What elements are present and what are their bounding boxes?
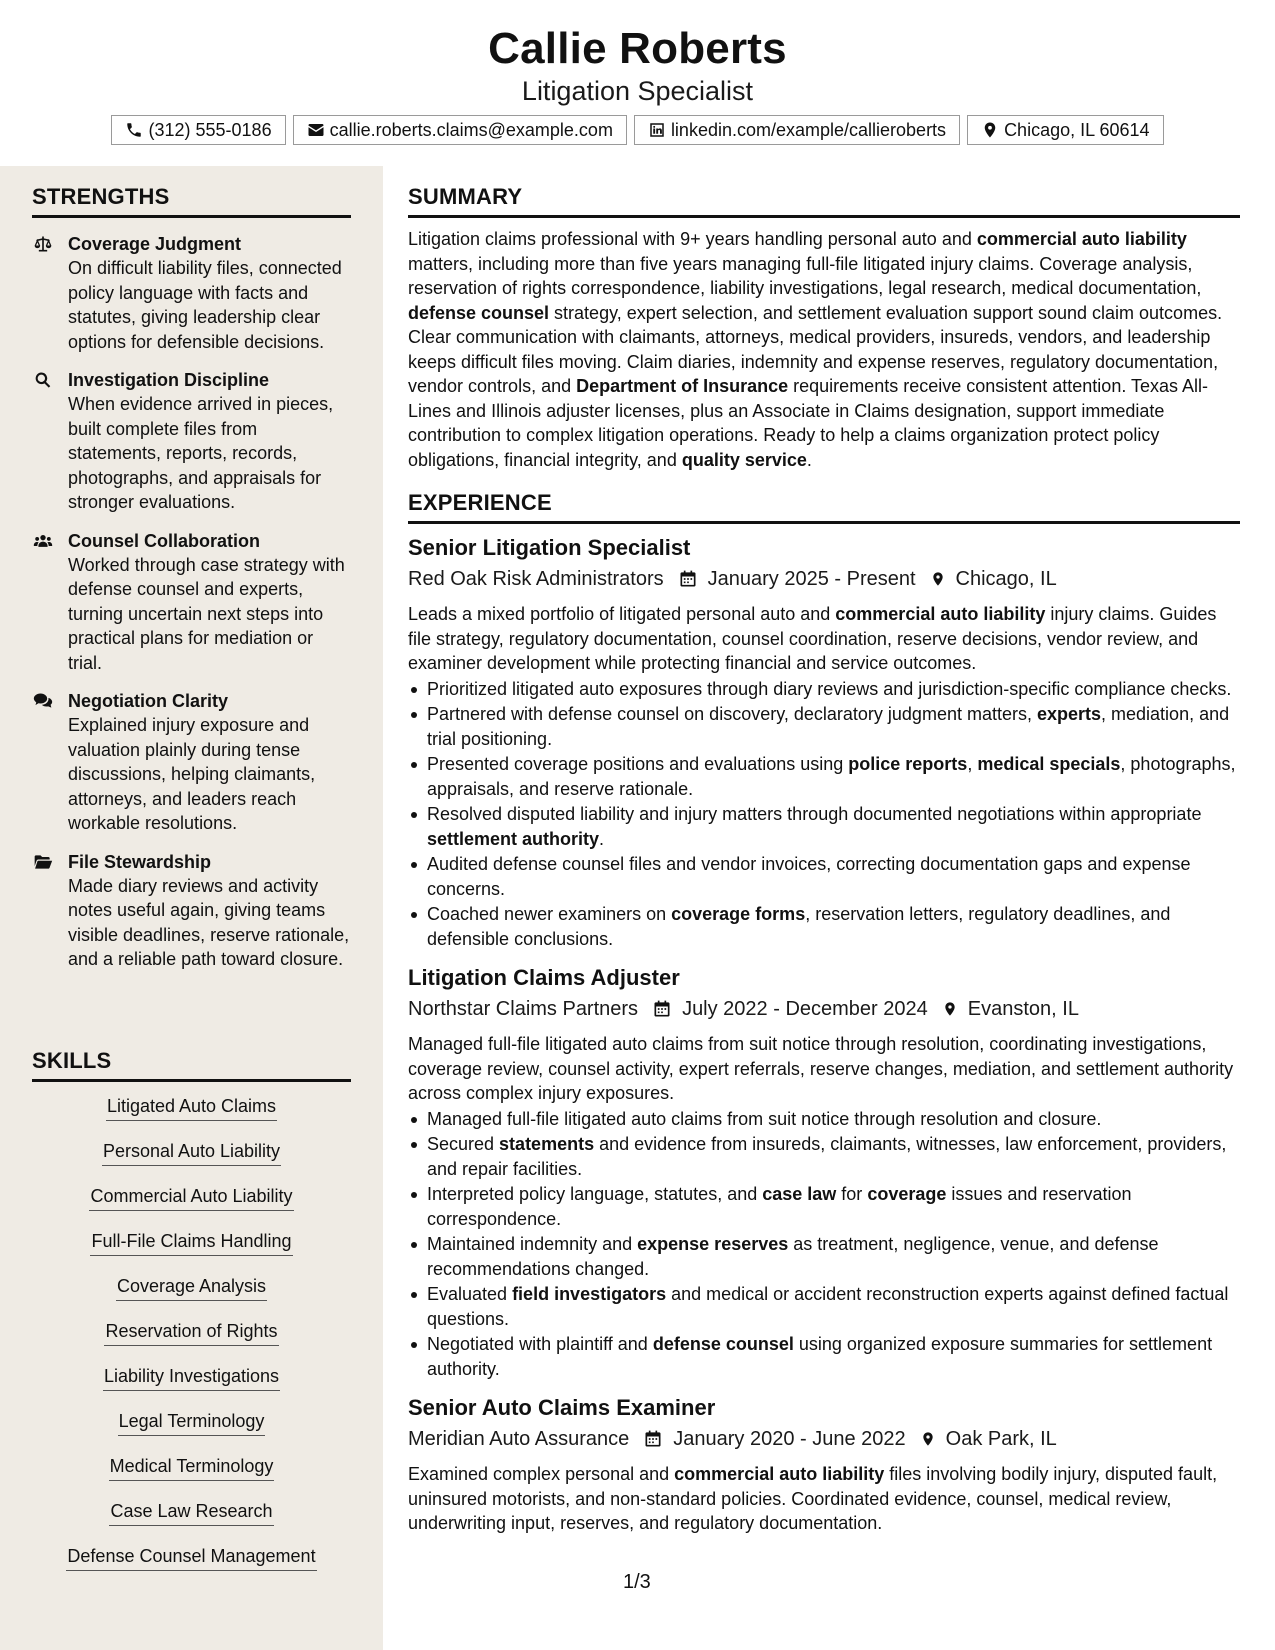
experience-heading: EXPERIENCE: [408, 490, 1240, 524]
strength-desc: Made diary reviews and activity notes useful again, giving teams visible deadlines, reserve rationale, and a reliable path toward closure.: [68, 875, 350, 969]
skill-tag: Medical Terminology: [109, 1453, 275, 1481]
job-company: Meridian Auto Assurance: [408, 1428, 630, 1450]
bullet-item: [408, 1132, 1240, 1181]
bullet-item: [408, 677, 1240, 702]
emphasis-text: commercial auto liability: [835, 604, 1046, 624]
strengths-heading: STRENGTHS: [32, 184, 351, 218]
map-pin-icon: [981, 121, 999, 139]
map-pin-icon: [930, 569, 946, 589]
search-icon: [32, 370, 54, 390]
emphasis-text: Department of Insurance: [576, 376, 789, 396]
text-run: Secured: [427, 1134, 500, 1154]
skills-heading: SKILLS: [32, 1048, 351, 1082]
text-run: Prioritized litigated auto exposures through diary reviews and jurisdiction-specific compliance checks.: [427, 678, 1232, 699]
strength-desc: Worked through case strategy with defense counsel and experts, turning uncertain next steps into practical plans for mediation or trial.: [68, 554, 345, 673]
text-run: files involving bodily injury, disputed fault, uninsured motorists, and non-standard policies. Coordinated evidence, counsel, medical review, underwriting input, reserves, and regulatory documentation.: [408, 1464, 1218, 1533]
text-run: Negotiated with plaintiff and: [427, 1334, 653, 1354]
job-company: Red Oak Risk Administrators: [408, 568, 664, 590]
contact-email[interactable]: [293, 115, 627, 145]
emphasis-text: coverage forms: [671, 904, 806, 924]
skill-tag: Coverage Analysis: [116, 1273, 267, 1301]
strength-item: [32, 529, 351, 676]
resume-header: [0, 0, 1275, 145]
calendar-icon: [652, 999, 672, 1019]
contact-linkedin-text: linkedin.com/example/callieroberts: [670, 119, 947, 140]
strengths-section: [32, 184, 351, 972]
emphasis-text: commercial auto liability: [976, 229, 1187, 249]
skill-tag: Commercial Auto Liability: [89, 1183, 293, 1211]
text-run: Litigation claims professional with 9+ years handling personal auto and: [408, 229, 977, 249]
text-run: ,: [967, 754, 978, 774]
skill-tag: Defense Counsel Management: [66, 1543, 316, 1571]
text-run: for: [836, 1184, 868, 1204]
text-run: using organized exposure summaries for settlement authority.: [427, 1334, 1213, 1379]
job-bullets: [408, 677, 1240, 952]
map-pin-icon: [942, 999, 958, 1019]
text-run: issues and reservation correspondence.: [427, 1184, 1132, 1229]
bullet-item: [408, 1282, 1240, 1331]
skill-tag: Liability Investigations: [103, 1363, 280, 1391]
text-run: Evaluated: [427, 1284, 513, 1304]
bullet-item: [408, 1182, 1240, 1231]
emphasis-text: police reports: [848, 754, 968, 774]
bullet-item: [408, 1232, 1240, 1281]
emphasis-text: settlement authority: [427, 828, 600, 849]
strength-item: [32, 850, 351, 972]
emphasis-text: medical specials: [977, 754, 1121, 774]
text-run: injury claims. Guides file strategy, regulatory documentation, counsel coordination, reserve decisions, vendor review, and examiner development while protecting financial and service outcomes.: [408, 604, 1217, 673]
job-description: [408, 602, 1240, 676]
map-pin-icon: [920, 1429, 936, 1449]
phone-icon: [125, 121, 143, 139]
linkedin-icon: [648, 121, 666, 139]
job-dates: January 2020 - June 2022: [673, 1428, 906, 1450]
text-run: , reservation letters, regulatory deadlines, and defensible conclusions.: [427, 904, 1171, 949]
contact-location: [967, 115, 1163, 145]
strength-name: Counsel Collaboration: [68, 530, 261, 551]
summary-heading: SUMMARY: [408, 184, 1240, 218]
skill-tag: Reservation of Rights: [104, 1318, 278, 1346]
text-run: Maintained indemnity and: [427, 1234, 638, 1254]
summary-text: [408, 227, 1240, 472]
strength-name: File Stewardship: [68, 851, 212, 872]
text-run: matters, including more than five years managing full-file litigated injury claims. Coverage analysis, reservation of rights correspondence, liability investigations, legal research, medical documentation,: [408, 253, 1202, 298]
emphasis-text: expense reserves: [637, 1234, 789, 1254]
text-run: Resolved disputed liability and injury matters through documented negotiations within appropriate: [427, 804, 1202, 824]
experience-section: [408, 490, 1240, 1536]
text-run: , mediation, and trial positioning.: [427, 704, 1230, 749]
text-run: and medical or accident reconstruction experts against defined factual questions.: [427, 1284, 1229, 1329]
bullet-item: [408, 702, 1240, 751]
emphasis-text: statements: [499, 1134, 595, 1154]
emphasis-text: defense counsel: [652, 1334, 794, 1354]
summary-section: [408, 184, 1240, 472]
job-bullets: [408, 1107, 1240, 1382]
job-dates: July 2022 - December 2024: [682, 998, 928, 1020]
candidate-title: Litigation Specialist: [521, 76, 754, 106]
skill-tag: Litigated Auto Claims: [106, 1093, 277, 1121]
bullet-item: [408, 852, 1240, 901]
sidebar: [0, 166, 383, 1650]
contact-linkedin[interactable]: [634, 115, 960, 145]
text-run: Examined complex personal and: [408, 1464, 675, 1484]
text-run: Leads a mixed portfolio of litigated personal auto and: [408, 604, 836, 624]
bullet-item: [408, 1107, 1240, 1132]
emphasis-text: field investigators: [512, 1284, 667, 1304]
calendar-icon: [643, 1429, 663, 1449]
contact-phone-text: (312) 555-0186: [148, 119, 272, 140]
emphasis-text: quality service: [681, 449, 807, 470]
job-description: [408, 1462, 1240, 1536]
skill-list: [32, 1093, 351, 1588]
strength-item: [32, 368, 351, 515]
text-run: Presented coverage positions and evaluations using: [427, 754, 849, 774]
skill-tag: Personal Auto Liability: [102, 1138, 281, 1166]
job-title: Senior Auto Claims Examiner: [408, 1395, 716, 1420]
text-run: Audited defense counsel files and vendor invoices, correcting documentation gaps and expense concerns.: [427, 854, 1191, 899]
emphasis-text: coverage: [867, 1184, 947, 1204]
contact-location-text: Chicago, IL 60614: [1004, 119, 1150, 140]
job-location: Oak Park, IL: [945, 1428, 1057, 1450]
text-run: Coached newer examiners on: [427, 904, 672, 924]
emphasis-text: experts: [1036, 704, 1102, 724]
job-meta: [408, 995, 1240, 1023]
strength-name: Investigation Discipline: [68, 370, 270, 390]
job-entry: [408, 1394, 1240, 1536]
main-content: [408, 166, 1240, 1536]
text-run: , photographs, appraisals, and reserve rationale.: [427, 754, 1236, 799]
emphasis-text: commercial auto liability: [674, 1464, 885, 1484]
job-company: Northstar Claims Partners: [408, 998, 639, 1020]
emphasis-text: defense counsel: [408, 302, 550, 323]
bullet-item: [408, 1332, 1240, 1381]
skill-tag: Full-File Claims Handling: [90, 1228, 292, 1256]
job-title: Litigation Claims Adjuster: [408, 965, 680, 990]
contact-email-text: callie.roberts.claims@example.com: [329, 119, 613, 140]
text-run: and evidence from insureds, claimants, witnesses, law enforcement, providers, and repair facilities.: [427, 1134, 1227, 1179]
text-run: requirements receive consistent attention. Texas All-Lines and Illinois adjuster licenses, plus an Associate in Claims designation, support immediate contribution to complex litigation operations. Ready to help a claims organization protect policy obligations, financial integrity, and: [408, 376, 1209, 470]
text-run: .: [806, 449, 812, 470]
text-run: as treatment, negligence, venue, and defense recommendations changed.: [427, 1234, 1159, 1279]
job-meta: [408, 565, 1240, 593]
strength-desc: When evidence arrived in pieces, built complete files from statements, reports, records, photographs, and appraisals for stronger evaluations.: [68, 394, 334, 512]
job-location: Evanston, IL: [967, 998, 1079, 1020]
text-run: strategy, expert selection, and settlement evaluation support sound claim outcomes. Clear communication with claimants, attorneys, medical providers, insureds, vendors, and leadership keeps difficult files moving. Claim diaries, indemnity and expense reserves, regulatory documentation, vendor controls, and: [408, 302, 1223, 396]
bullet-item: [408, 902, 1240, 951]
job-entry: [408, 964, 1240, 1381]
strength-item: [32, 689, 351, 836]
emphasis-text: case law: [762, 1184, 837, 1204]
candidate-name: Callie Roberts: [488, 24, 787, 73]
strength-desc: Explained injury exposure and valuation plainly during tense discussions, helping claimants, attorneys, and leaders reach workable resolutions.: [68, 715, 316, 833]
job-entry: [408, 534, 1240, 951]
envelope-icon: [307, 121, 325, 139]
bullet-item: [408, 752, 1240, 801]
text-run: Managed full-file litigated auto claims from suit notice through resolution and closure.: [427, 1108, 1102, 1129]
users-icon: [32, 531, 54, 551]
scale-icon: [32, 234, 54, 254]
strength-item: [32, 232, 351, 354]
folder-open-icon: [32, 852, 54, 872]
text-run: Partnered with defense counsel on discovery, declaratory judgment matters,: [427, 704, 1037, 724]
job-location: Chicago, IL: [955, 568, 1057, 590]
strength-name: Negotiation Clarity: [68, 691, 229, 711]
text-run: Managed full-file litigated auto claims from suit notice through resolution, coordinating investigations, coverage review, counsel activity, expert referrals, reserve changes, mediation, and settlement authority across complex injury exposures.: [408, 1034, 1234, 1103]
comments-icon: [32, 691, 54, 711]
job-description: [408, 1032, 1240, 1106]
job-dates: January 2025 - Present: [707, 568, 916, 590]
contact-bar: [0, 115, 1275, 145]
calendar-icon: [678, 569, 698, 589]
job-meta: [408, 1425, 1240, 1453]
text-run: Interpreted policy language, statutes, and: [427, 1184, 763, 1204]
strength-name: Coverage Judgment: [68, 234, 242, 254]
text-run: .: [599, 828, 605, 849]
skills-section: [32, 1048, 351, 1588]
contact-phone[interactable]: [111, 115, 285, 145]
strength-desc: On difficult liability files, connected policy language with facts and statutes, giving leadership clear options for defensible decisions.: [68, 258, 342, 352]
page-number: 1/3: [623, 1571, 651, 1593]
skill-tag: Case Law Research: [109, 1498, 273, 1526]
job-title: Senior Litigation Specialist: [408, 535, 691, 560]
bullet-item: [408, 802, 1240, 851]
skill-tag: Legal Terminology: [118, 1408, 266, 1436]
